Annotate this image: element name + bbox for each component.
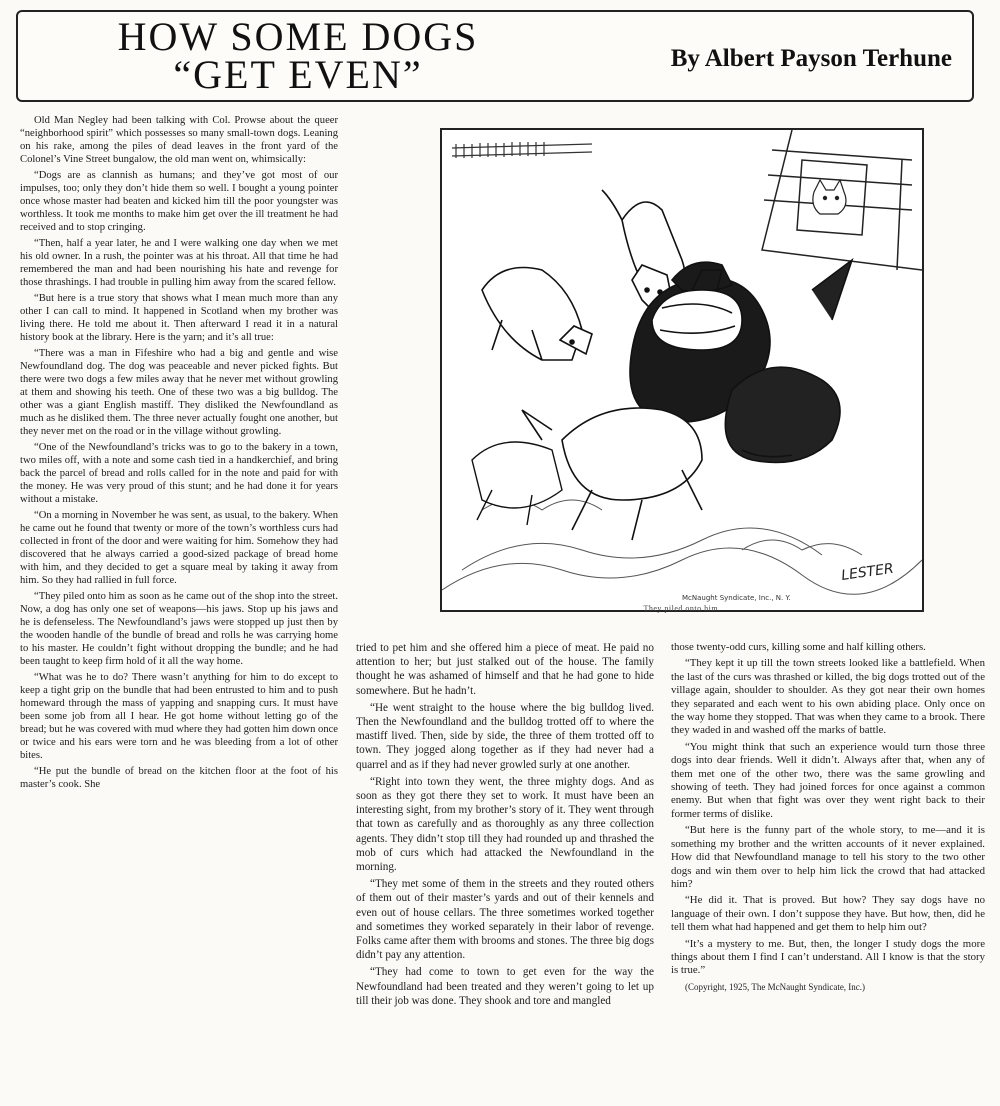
paragraph: “He went straight to the house where the big bulldog lived. Then the Newfoundland and the bulldog trotted off to where the mastiff lived. Then, side by side, the three of them trotted off to town. They jogged along together as if they had never had a quarrel and as if they had never growled surly at one another.: [356, 701, 654, 771]
article-column-1: [20, 114, 338, 1099]
byline: By Albert Payson Terhune: [670, 45, 952, 72]
paragraph: “Right into town they went, the three mighty dogs. And as soon as they got there they set to work. It must have been an interesting sight, from my brother’s story of it. They went through that town as carefully and as thoroughly as any three collection agents. They didn’t stop till they had rounded up and thrashed the mob of curs which had attacked the Newfoundland in the morning.: [356, 775, 654, 874]
paragraph: “They kept it up till the town streets looked like a battlefield. When the last of the curs was thrashed or killed, the big dogs trotted out of the village again, shoulder to shoulder. As they got near their own homes they separated and each went to his own abiding place. Only once on the way home they stopped. That was when they came to a brook. There they waded in and washed off the marks of battle.: [671, 657, 985, 737]
paragraph: “He put the bundle of bread on the kitchen floor at the foot of his master’s cook. She: [20, 766, 338, 790]
headline: [38, 14, 558, 97]
paragraph: “Then, half a year later, he and I were walking one day when we met his old owner. In a rush, the pointer was at his throat. All that time he had remembered the man and had been nourishing his hate and revenge for those thrashings. I had trouble in pulling him away from the scared fellow.: [20, 238, 338, 288]
illustration-caption: They piled onto him.: [643, 604, 721, 613]
paragraph: those twenty-odd curs, killing some and half killing others.: [671, 641, 926, 653]
paragraph: “What was he to do? There wasn’t anything for him to do except to keep a tight grip on the bundle that had been entrusted to him and to push homeward through the mass of yapping and snapping curs. It must have been some job from all I hear. He got home without letting go of the bread; but he was covered with mud where they had gotten him down once or twice and his ears were torn and he was bleeding from a lot of other bites.: [20, 672, 338, 761]
paragraph: “But here is the funny part of the whole story, to me—and it is something my brother and the written accounts of it never explained. How did that Newfoundland manage to tell his story to the two other dogs and win them over to help him lick the crowd that had attacked him?: [671, 824, 985, 890]
artist-signature: LESTER: [840, 560, 895, 584]
syndicate-mark: McNaught Syndicate, Inc., N. Y.: [682, 594, 791, 602]
paragraph: “They had come to town to get even for the way the Newfoundland had been treated and they weren’t going to let up till their job was done. They shook and tore and mangled: [356, 966, 654, 1007]
paragraph: “One of the Newfoundland’s tricks was to go to the bakery in a town, two miles off, with a note and some cash tied in a handkerchief, and bring back the parcel of bread and rolls called for in the note and paid for with the money. He was very proud of this stunt; and he had done it for years without a mistake.: [20, 442, 338, 505]
illustration: [440, 128, 924, 612]
paragraph: “They met some of them in the streets and they routed others of them out of their master’s yards and out of their kennels and even out of house cellars. The three sometimes worked together and sometimes they worked separately in their labor of revenge. Folks came after them with brooms and stones. The three big dogs didn’t pay any attention.: [356, 878, 654, 962]
paragraph: “You might think that such an experience would turn those three dogs into dear friends. Well it didn’t. Always after that, when any of them met one of the other two, there was the same growling and showing of teeth. They had joined forces for once against a common enemy. But when that fight was over they went right back to their former terms of dislike.: [671, 740, 985, 820]
headline-line-2: “GET EVEN”: [173, 52, 423, 97]
paragraph: “Dogs are as clannish as humans; and they’ve got most of our impulses, too; only they don’t hide them so well. I bought a young pointer once whose master had beaten and kicked him till the poor youngster was worthless. It took me months to make him get over the ill treatment he had received and to stop cringing.: [20, 170, 338, 233]
paragraph: tried to pet him and she offered him a piece of meat. He paid no attention to her; but just stalked out of the house. The family thought he was ashamed of himself and that he had gone to hide somewhere. But he hadn’t.: [356, 642, 654, 697]
article-column-2: [356, 641, 654, 1099]
paragraph: “On a morning in November he was sent, as usual, to the bakery. When he came out he found that twenty or more of the town’s worthless curs had collected in front of the door and were waiting for him. Somehow they had discovered that he always carried a good-sized package of bread home with him, and they decided to get a square meal by taking it away from him. So they had rallied in full force.: [20, 510, 338, 586]
headline-line-1: HOW SOME DOGS: [117, 14, 479, 59]
paragraph: “There was a man in Fifeshire who had a big and gentle and wise Newfoundland dog. The dog was peaceable and never picked fights. But there were two dogs a few miles away that he never met without growling at them and showing his teeth. One of these two was a big bulldog. The other was a giant English mastiff. They disliked the Newfoundland as much as he disliked them. The three never actually fought one another, but they never met on the road or in the village without growling.: [20, 348, 338, 437]
paragraph: “They piled onto him as soon as he came out of the shop into the street. Now, a dog has only one set of weapons—his jaws. Stop up his jaws and he is defenseless. The Newfoundland’s jaws were stopped up just then by the wooden handle of the bundle of bread and rolls he was carrying home to his master. He couldn’t fight without dropping the bundle; and he had been taught to keep firm hold of it all the way home.: [20, 591, 338, 667]
paragraph: “But here is a true story that shows what I mean much more than any other I can call to mind. It happened in Scotland when my brother was living there. He told me about it. Then afterward I read it in a natural history book at the library. Here is the yarn; and it’s all true:: [20, 293, 338, 343]
paragraph: Old Man Negley had been talking with Col. Prowse about the queer “neighborhood spirit” which possesses so many small-town dogs. Leaning on his rake, among the piles of dead leaves in the front yard of the Colonel’s Vine Street bungalow, the old man went on, whimsically:: [20, 115, 338, 165]
headline-box: [16, 10, 974, 102]
paragraph: “It’s a mystery to me. But, then, the longer I study dogs the more things about them I find I can’t understand. All I know is that the story is true.”: [671, 937, 985, 977]
paragraph: “He did it. That is proved. But how? They say dogs have no language of their own. I don’t suppose they have. But how, then, did he tell them what had happened and get them to help him out?: [671, 894, 985, 934]
dog-fight-drawing: [442, 130, 922, 610]
copyright-notice: (Copyright, 1925, The McNaught Syndicate, Inc.): [685, 981, 866, 992]
article-column-3: [671, 641, 985, 1099]
